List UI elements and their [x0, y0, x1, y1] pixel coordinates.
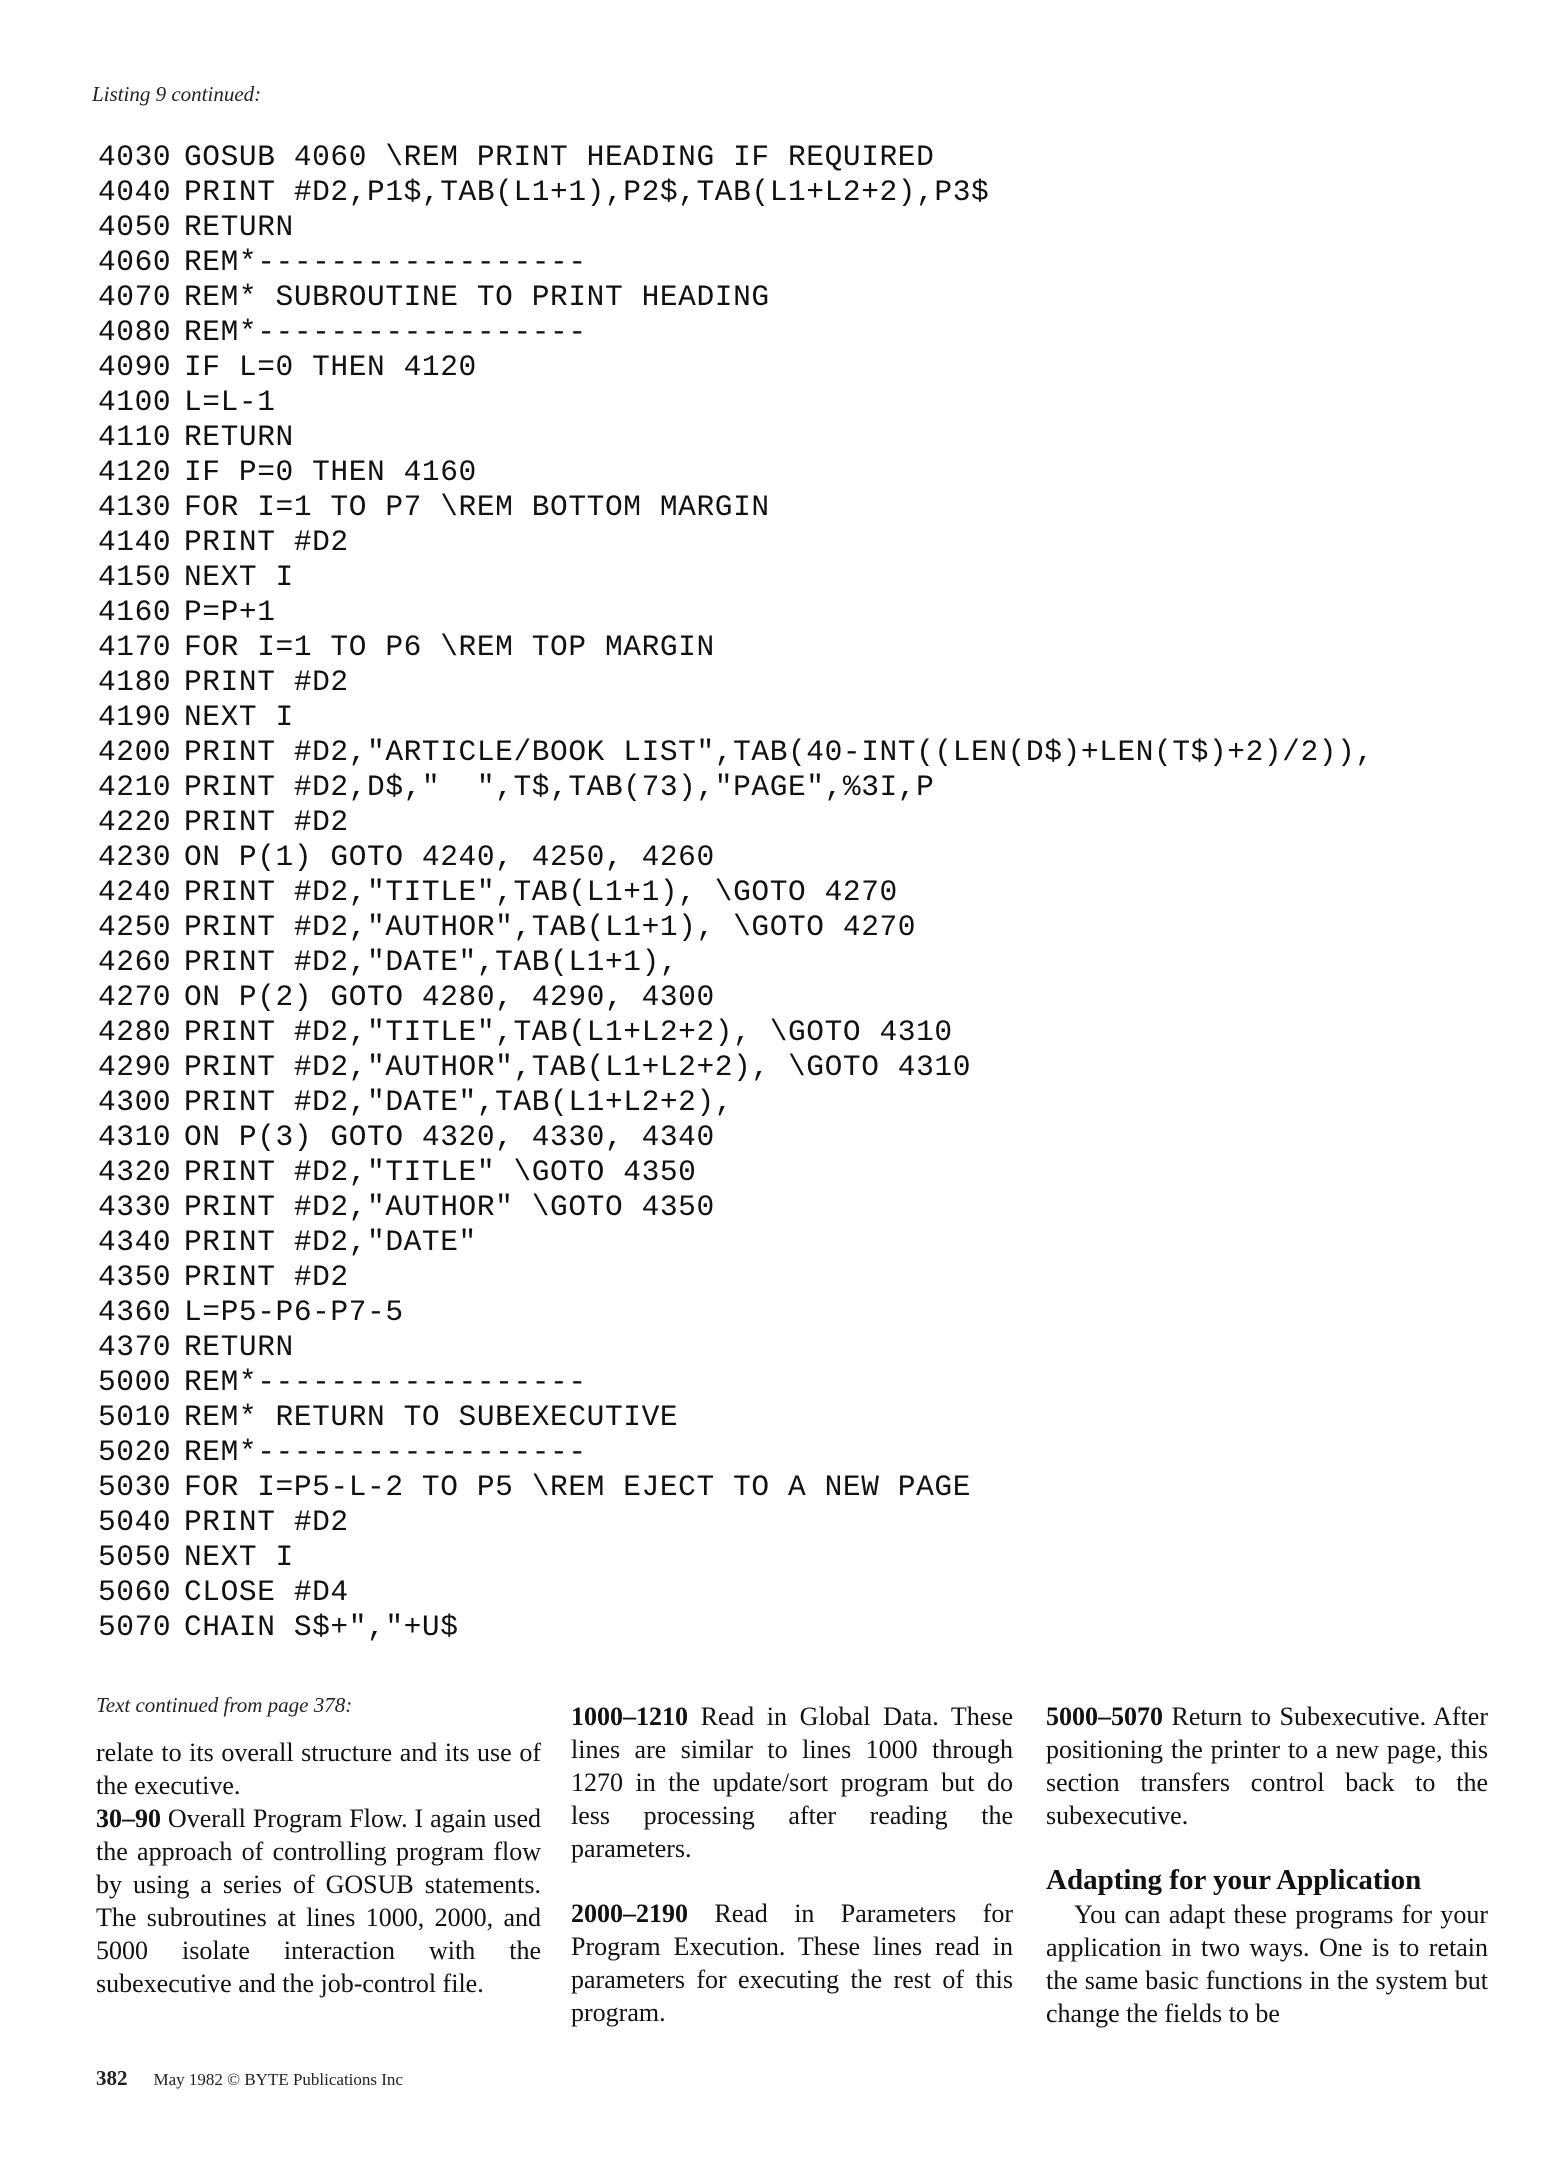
paragraph [96, 1736, 541, 1802]
line-number: 4090 [98, 350, 172, 384]
continued-note: Text continued from page 378: [96, 1693, 353, 1717]
code-line [98, 420, 1478, 455]
code-statement: PRINT #D2,"TITLE",TAB(L1+L2+2), \GOTO 4310 [184, 1015, 953, 1049]
code-line [98, 1610, 1478, 1645]
code-statement: REM*------------------ [184, 315, 587, 349]
line-number: 5060 [98, 1575, 172, 1609]
line-number: 4160 [98, 595, 172, 629]
line-number: 4270 [98, 980, 172, 1014]
code-statement: PRINT #D2,"DATE" [184, 1225, 477, 1259]
code-line [98, 1225, 1478, 1260]
code-statement: IF P=0 THEN 4160 [184, 455, 477, 489]
code-line [98, 945, 1478, 980]
code-statement: PRINT #D2,"TITLE" \GOTO 4350 [184, 1155, 697, 1189]
paragraph-text: Read in Global Data. These lines are similar to lines 1000 through 1270 in the update/sort program but do less processing after reading the parameters. [571, 1702, 1013, 1863]
line-range: 1000–1210 [571, 1702, 688, 1731]
code-line [98, 805, 1478, 840]
line-number: 4230 [98, 840, 172, 874]
code-statement: PRINT #D2,"AUTHOR",TAB(L1+1), \GOTO 4270 [184, 910, 917, 944]
line-number: 4070 [98, 280, 172, 314]
code-statement: REM*------------------ [184, 245, 587, 279]
code-line [98, 1435, 1478, 1470]
page-footer [96, 2066, 403, 2091]
code-line [98, 560, 1478, 595]
code-line [98, 980, 1478, 1015]
line-number: 4100 [98, 385, 172, 419]
code-statement: CHAIN S$+","+U$ [184, 1610, 459, 1644]
code-statement: PRINT #D2 [184, 665, 349, 699]
code-statement: L=P5-P6-P7-5 [184, 1295, 404, 1329]
line-number: 5070 [98, 1610, 172, 1644]
paragraph [1046, 1898, 1488, 2030]
code-line [98, 770, 1478, 805]
line-number: 5030 [98, 1470, 172, 1504]
code-line [98, 840, 1478, 875]
line-number: 5040 [98, 1505, 172, 1539]
code-listing [98, 140, 1478, 1645]
code-statement: NEXT I [184, 1540, 294, 1574]
code-line [98, 1505, 1478, 1540]
line-number: 4130 [98, 490, 172, 524]
line-range: 2000–2190 [571, 1899, 688, 1928]
line-number: 4050 [98, 210, 172, 244]
line-number: 4320 [98, 1155, 172, 1189]
line-number: 4300 [98, 1085, 172, 1119]
code-statement: CLOSE #D4 [184, 1575, 349, 1609]
line-number: 4280 [98, 1015, 172, 1049]
line-number: 4170 [98, 630, 172, 664]
code-line [98, 140, 1478, 175]
text-column-1 [96, 1692, 541, 2000]
code-line [98, 875, 1478, 910]
text-column-2 [571, 1700, 1013, 2029]
line-number: 4330 [98, 1190, 172, 1224]
code-statement: PRINT #D2 [184, 805, 349, 839]
line-number: 4110 [98, 420, 172, 454]
paragraph-text: relate to its overall structure and its use of the executive. [96, 1738, 541, 1800]
line-number: 4210 [98, 770, 172, 804]
listing-caption: Listing 9 continued: [92, 82, 262, 106]
code-statement: FOR I=P5-L-2 TO P5 \REM EJECT TO A NEW PAGE [184, 1470, 972, 1504]
code-statement: PRINT #D2,"AUTHOR",TAB(L1+L2+2), \GOTO 4310 [184, 1050, 972, 1084]
code-line [98, 490, 1478, 525]
code-statement: PRINT #D2,"DATE",TAB(L1+L2+2), [184, 1085, 734, 1119]
line-number: 4370 [98, 1330, 172, 1364]
code-line [98, 1365, 1478, 1400]
line-range: 5000–5070 [1046, 1702, 1163, 1731]
code-statement: PRINT #D2,"AUTHOR" \GOTO 4350 [184, 1190, 715, 1224]
code-statement: RETURN [184, 210, 294, 244]
code-line [98, 455, 1478, 490]
code-line [98, 910, 1478, 945]
line-number: 4150 [98, 560, 172, 594]
code-line [98, 1190, 1478, 1225]
code-line [98, 700, 1478, 735]
line-number: 5020 [98, 1435, 172, 1469]
code-line [98, 595, 1478, 630]
line-number: 4080 [98, 315, 172, 349]
paragraph-text: Overall Program Flow. I again used the approach of controlling program flow by using a series of GOSUB statements. The subroutines at lines 1000, 2000, and 5000 isolate interaction with the subexecutive and the job-control file. [96, 1804, 541, 1998]
paragraph [571, 1700, 1013, 1865]
code-line [98, 315, 1478, 350]
code-line [98, 735, 1478, 770]
paragraph [571, 1897, 1013, 2029]
line-number: 5050 [98, 1540, 172, 1574]
line-number: 5000 [98, 1365, 172, 1399]
text-column-3 [1046, 1700, 1488, 2030]
code-statement: REM*------------------ [184, 1435, 587, 1469]
code-statement: GOSUB 4060 \REM PRINT HEADING IF REQUIRED [184, 140, 935, 174]
line-number: 4120 [98, 455, 172, 489]
code-statement: ON P(2) GOTO 4280, 4290, 4300 [184, 980, 715, 1014]
code-statement: ON P(1) GOTO 4240, 4250, 4260 [184, 840, 715, 874]
line-number: 4360 [98, 1295, 172, 1329]
line-number: 4290 [98, 1050, 172, 1084]
line-number: 4240 [98, 875, 172, 909]
paragraph [96, 1802, 541, 2000]
section-heading: Adapting for your Application [1046, 1864, 1422, 1896]
line-number: 4190 [98, 700, 172, 734]
code-statement: PRINT #D2,"DATE",TAB(L1+1), [184, 945, 679, 979]
code-line [98, 210, 1478, 245]
code-statement: REM* SUBROUTINE TO PRINT HEADING [184, 280, 770, 314]
code-line [98, 175, 1478, 210]
line-range: 30–90 [96, 1804, 161, 1833]
line-number: 4340 [98, 1225, 172, 1259]
code-line [98, 1050, 1478, 1085]
code-statement: FOR I=1 TO P6 \REM TOP MARGIN [184, 630, 715, 664]
code-statement: FOR I=1 TO P7 \REM BOTTOM MARGIN [184, 490, 770, 524]
code-statement: PRINT #D2 [184, 1505, 349, 1539]
code-line [98, 280, 1478, 315]
code-statement: PRINT #D2,"ARTICLE/BOOK LIST",TAB(40-INT((LEN(D$)+LEN(T$)+2)/2)), [184, 735, 1374, 769]
line-number: 4350 [98, 1260, 172, 1294]
line-number: 4250 [98, 910, 172, 944]
line-number: 4030 [98, 140, 172, 174]
code-statement: REM* RETURN TO SUBEXECUTIVE [184, 1400, 679, 1434]
paragraph [1046, 1700, 1488, 1832]
code-line [98, 245, 1478, 280]
code-line [98, 1575, 1478, 1610]
code-statement: RETURN [184, 420, 294, 454]
code-statement: NEXT I [184, 560, 294, 594]
code-line [98, 1470, 1478, 1505]
line-number: 4200 [98, 735, 172, 769]
code-statement: NEXT I [184, 700, 294, 734]
code-statement: PRINT #D2 [184, 525, 349, 559]
publication-credit: May 1982 © BYTE Publications Inc [153, 2070, 403, 2089]
code-statement: L=L-1 [184, 385, 276, 419]
line-number: 4260 [98, 945, 172, 979]
code-statement: PRINT #D2,"TITLE",TAB(L1+1), \GOTO 4270 [184, 875, 898, 909]
code-statement: RETURN [184, 1330, 294, 1364]
line-number: 4180 [98, 665, 172, 699]
code-line [98, 1260, 1478, 1295]
page-number: 382 [96, 2066, 128, 2090]
code-line [98, 1015, 1478, 1050]
line-number: 4040 [98, 175, 172, 209]
code-line [98, 1155, 1478, 1190]
paragraph-text: You can adapt these programs for your application in two ways. One is to retain the same basic functions in the system but change the fields to be [1046, 1900, 1488, 2028]
code-line [98, 1540, 1478, 1575]
code-line [98, 1295, 1478, 1330]
line-number: 5010 [98, 1400, 172, 1434]
code-line [98, 665, 1478, 700]
code-statement: PRINT #D2,P1$,TAB(L1+1),P2$,TAB(L1+L2+2),P3$ [184, 175, 990, 209]
code-line [98, 1085, 1478, 1120]
code-line [98, 1400, 1478, 1435]
line-number: 4310 [98, 1120, 172, 1154]
code-statement: PRINT #D2,D$," ",T$,TAB(73),"PAGE",%3I,P [184, 770, 935, 804]
code-statement: REM*------------------ [184, 1365, 587, 1399]
code-line [98, 350, 1478, 385]
code-statement: P=P+1 [184, 595, 276, 629]
line-number: 4220 [98, 805, 172, 839]
code-line [98, 1330, 1478, 1365]
code-statement: ON P(3) GOTO 4320, 4330, 4340 [184, 1120, 715, 1154]
code-line [98, 525, 1478, 560]
code-line [98, 385, 1478, 420]
code-statement: IF L=0 THEN 4120 [184, 350, 477, 384]
code-line [98, 1120, 1478, 1155]
paragraph-text: Return to Subexecutive. After positioning the printer to a new page, this section transfers control back to the subexecutive. [1046, 1702, 1488, 1830]
code-line [98, 630, 1478, 665]
code-statement: PRINT #D2 [184, 1260, 349, 1294]
line-number: 4140 [98, 525, 172, 559]
line-number: 4060 [98, 245, 172, 279]
paragraph-text: Read in Parameters for Program Execution. These lines read in parameters for executing the rest of this program. [571, 1899, 1013, 2027]
